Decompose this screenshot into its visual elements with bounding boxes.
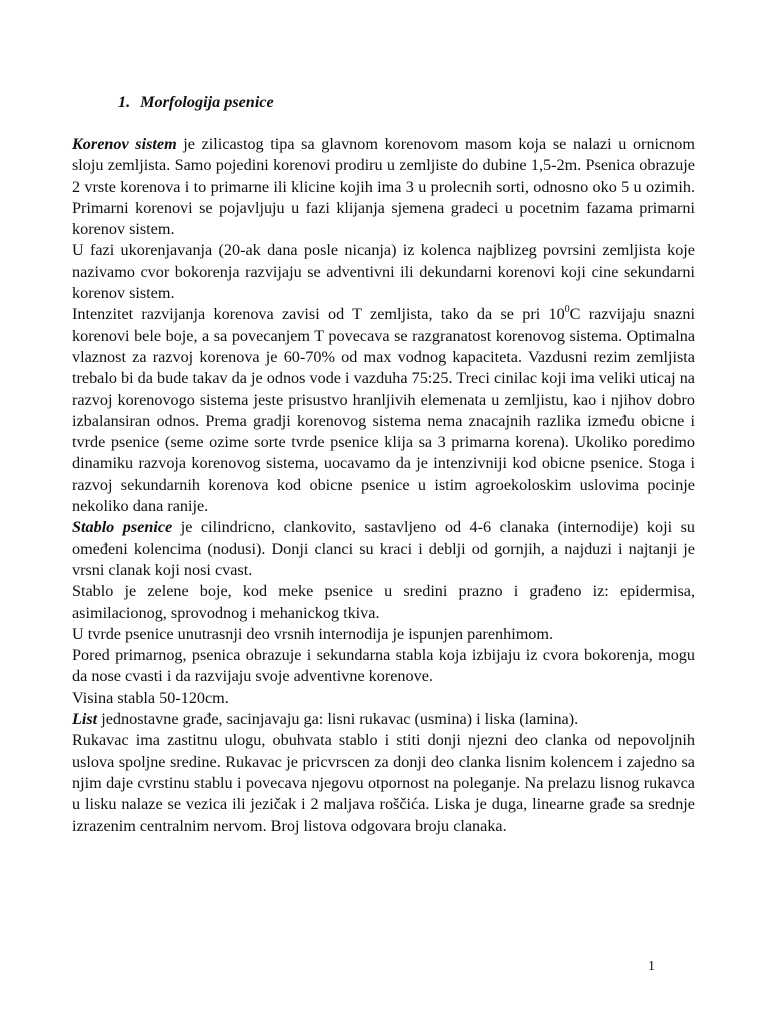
paragraph-stem-color: Stablo je zelene boje, kod meke psenice u sredini prazno i građeno iz: epidermisa, asimilacionog, sprovodnog i mehanickog tkiva. xyxy=(72,582,695,622)
paragraph-text: jednostavne građe, sacinjavaju ga: lisni rukavac (usmina) i liska (lamina). xyxy=(97,710,579,729)
paragraph-rooting-phase: U fazi ukorenjavanja (20-ak dana posle nicanja) iz kolenca najblizeg povrsini zemljista koje nazivamo cvor bokorenja razvijaju se adventivni ili dekundarni korenovi koji cine sekundarni korenov sistem. xyxy=(72,241,695,303)
paragraph-text: je zilicastog tipa sa glavnom korenovom masom koja se nalazi u ornicnom sloju zemljista. Samo pojedini korenovi prodiru u zemljiste do dubine 1,5-2m. Psenica obrazuje 2 vrste korenova i to primarne ili klicine kojih ima 3 u prolecnih sorti, odnosno oko 5 u ozimih. Primarni korenovi se pojavljuju u fazi klijanja sjemena gradeci u pocetnim fazama primarni korenov sistem. xyxy=(72,135,695,239)
paragraph-root-intensity xyxy=(72,304,695,517)
paragraph-stem xyxy=(72,517,695,581)
term-leaf: List xyxy=(72,710,98,729)
paragraph-durum-internodes: U tvrde psenice unutrasnji deo vrsnih internodija je ispunjen parenhimom. xyxy=(72,624,554,643)
term-stem: Stablo psenice xyxy=(72,518,173,537)
paragraph-leaf xyxy=(72,709,695,730)
document-page xyxy=(72,92,695,837)
paragraph-sheath: Rukavac ima zastitnu ulogu, obuhvata stablo i stiti donji njezni deo clanka od nepovoljnih uslova spoljne sredine. Rukavac je pricvrscen za donji deo clanka lisnim kolencem i zajedno sa njim daje cvrstinu stablu i povecava njegovu otpornost na poleganje. Na prelazu lisnog rukavca u lisku nalaze se vezica ili jezičak i 2 maljava roščića. Liska je duga, linearne građe sa srednje izrazenim centralnim nervom. Broj listova odgovara broju clanaka. xyxy=(72,731,695,835)
term-root-system: Korenov sistem xyxy=(72,135,177,153)
paragraph-text: je cilindricno, clankovito, sastavljeno od 4-6 clanaka (internodije) koji su omeđeni kolencima (nodusi). Donji clanci su kraci i deblji od gornjih, a najduzi i najtanji je vrsni clanak koji nosi cvast. xyxy=(72,518,695,579)
superscript-degree: 0 xyxy=(564,303,570,315)
section-heading xyxy=(118,92,695,112)
section-title: Morfologija psenice xyxy=(140,93,274,111)
section-number: 1. xyxy=(118,93,131,111)
paragraph-text: Intenzitet razvijanja korenova zavisi od T zemljista, tako da se pri 10 xyxy=(72,305,565,324)
page-number: 1 xyxy=(648,959,655,974)
paragraph-secondary-stems: Pored primarnog, psenica obrazuje i sekundarna stabla koja izbijaju iz cvora bokorenja, mogu da nose cvasti i da razvijaju svoje adventivne korenove. xyxy=(72,646,695,686)
paragraph-text: C razvijaju snazni korenovi bele boje, a sa povecanjem T povecava se razgranatost korenovog sistema. Optimalna vlaznost za razvoj korenova je 60-70% od max vodnog kapaciteta. Vazdusni rezim zemljista trebalo bi da bude takav da je odnos vode i vazduha 75:25. Treci cinilac koji ima veliki uticaj na razvoj korenovogo sistema jeste prisustvo hranljivih elemenata u zemljistu, kao i njihov dobro izbalansiran odnos. Prema gradji korenovog sistema nema znacajnih razlika između obicne i tvrde psenice (seme ozime sorte tvrde psenice klija sa 3 primarna korena). Ukoliko poredimo dinamiku razvoja korenovog sistema, uocavamo da je intenzivniji kod obicne psenice. Stoga i razvoj sekundarnih korenova kod obicne psenice u istim agroekoloskim uslovima pocinje nekoliko dana ranije. xyxy=(72,305,695,516)
paragraph-stem-height: Visina stabla 50-120cm. xyxy=(72,688,229,707)
paragraph-root-system xyxy=(72,134,695,240)
